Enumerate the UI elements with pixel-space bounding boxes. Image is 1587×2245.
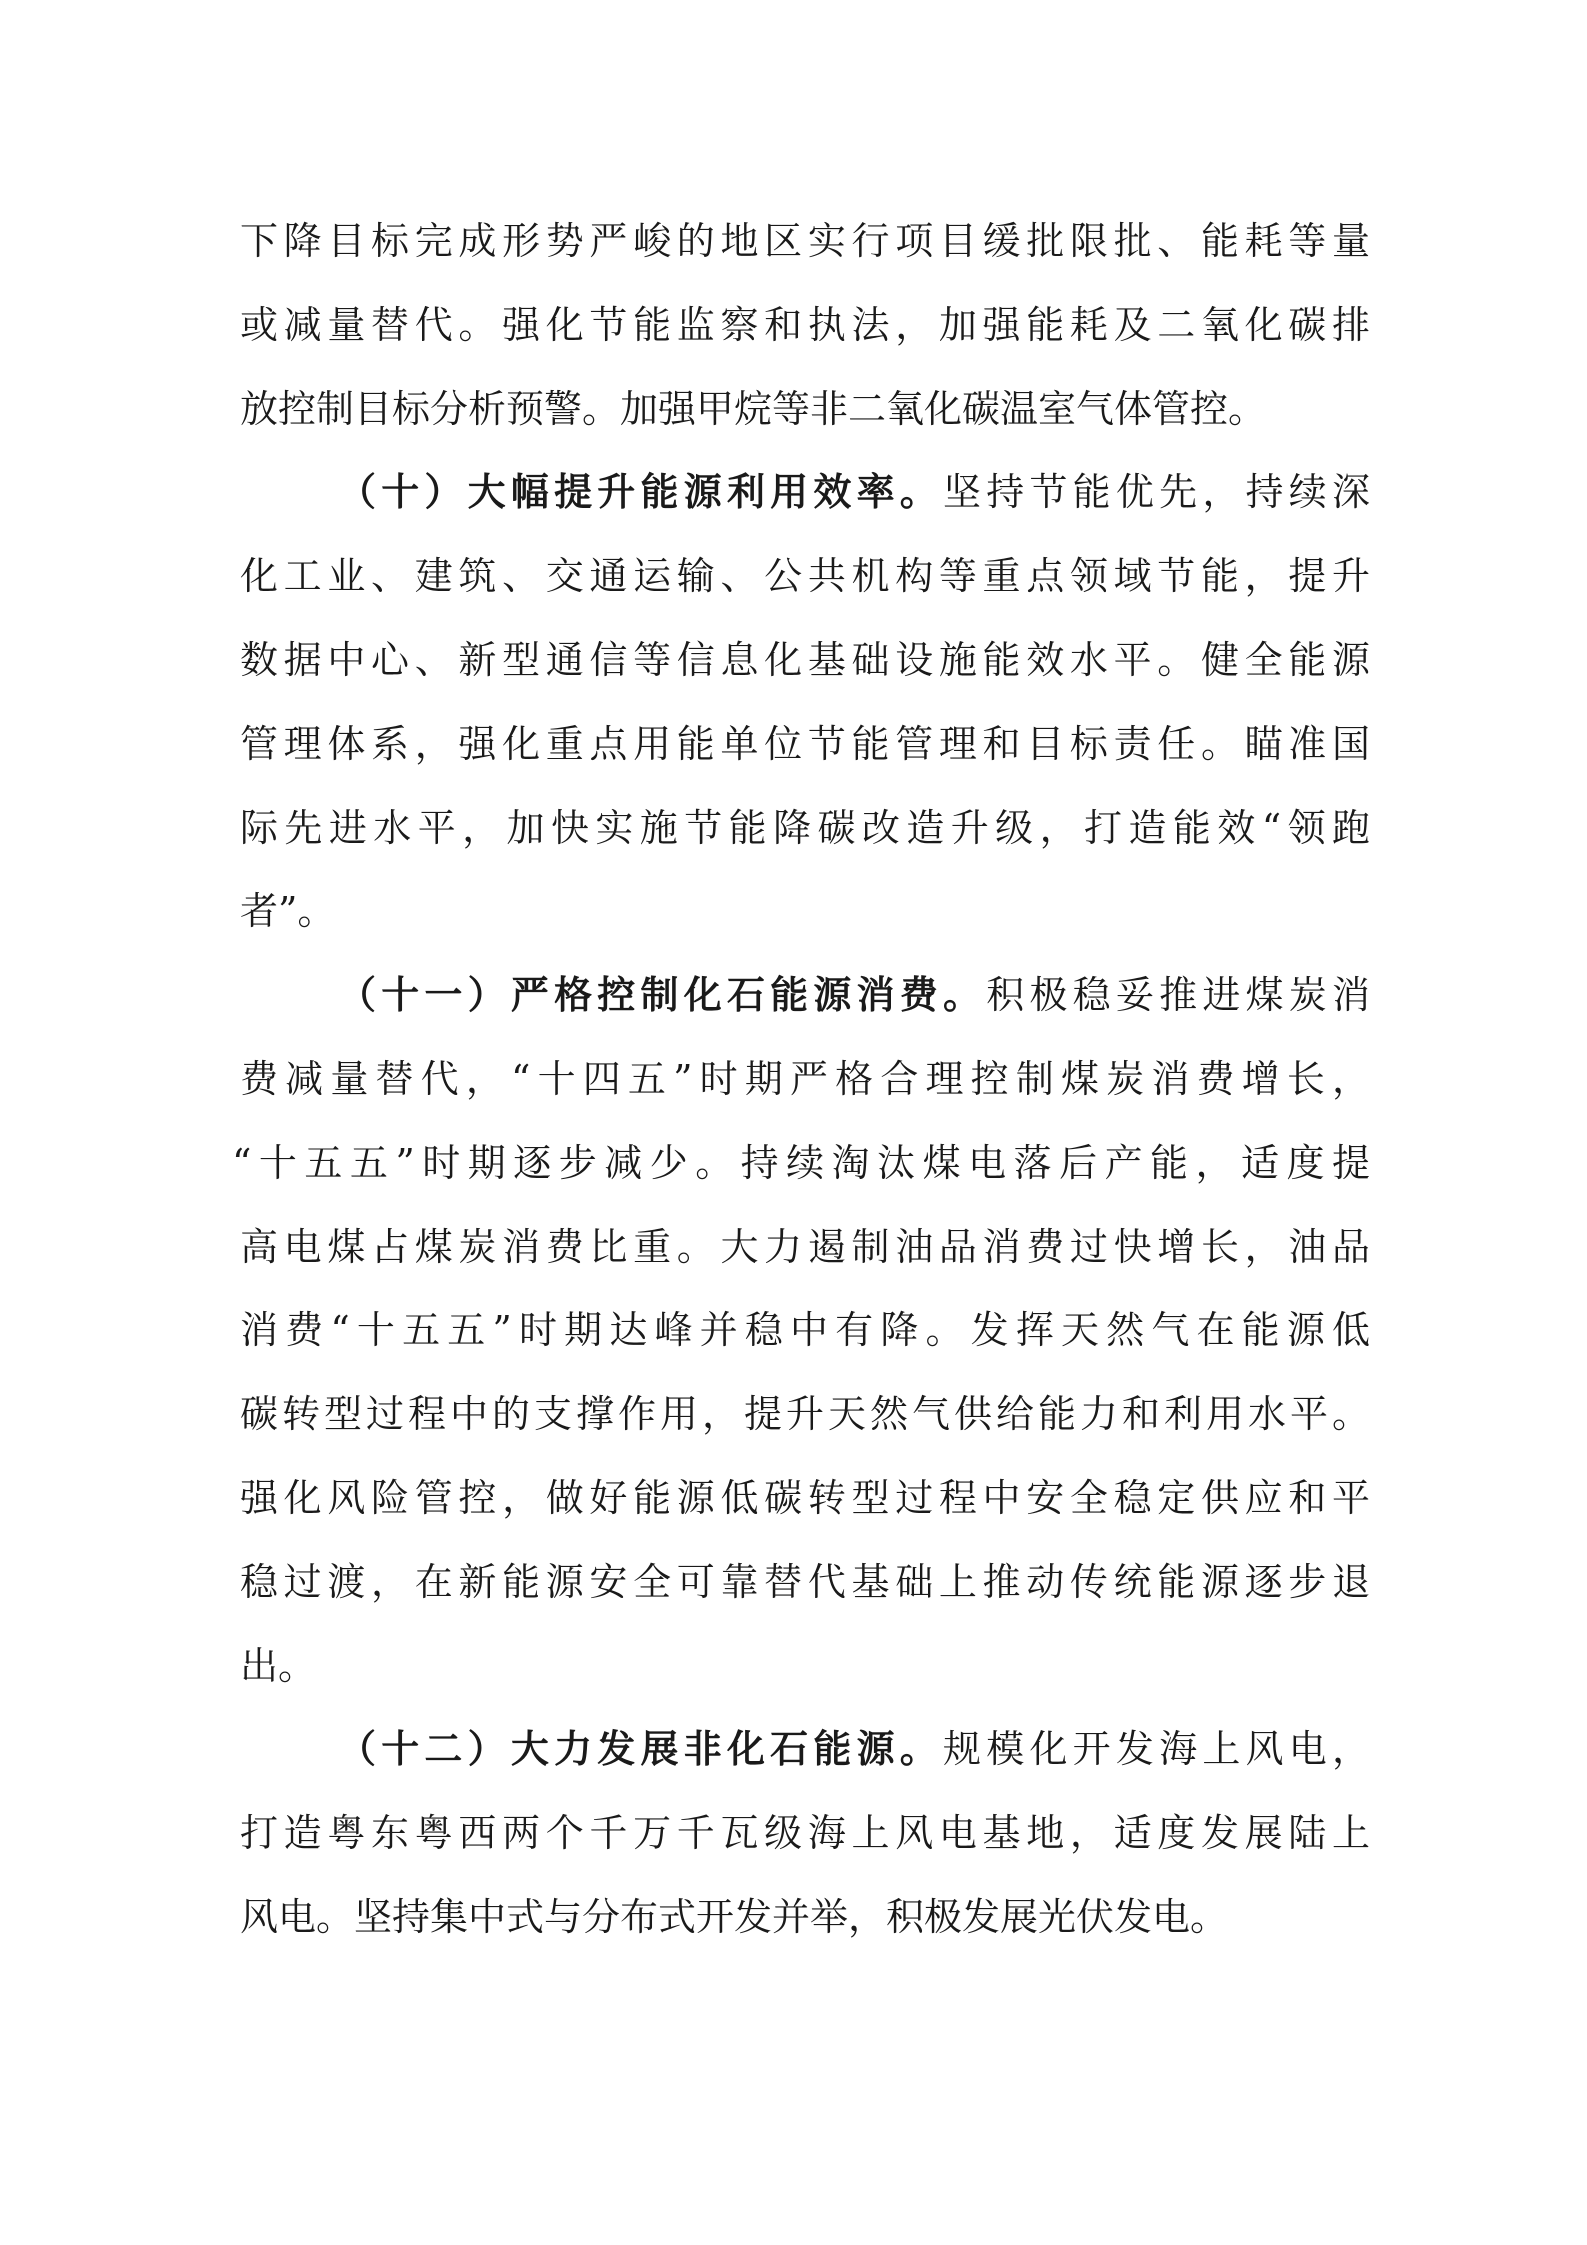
text-line: 强化风险管控，做好能源低碳转型过程中安全稳定供应和平 [240,1475,1370,1520]
text-line: 数据中心、新型通信等信息化基础设施能效水平。健全能源 [240,637,1370,682]
paragraph-continued [240,200,1370,451]
text-line: 消费“十五五”时期达峰并稳中有降。发挥天然气在能源低 [240,1308,1370,1353]
text-line: 出。 [240,1643,317,1688]
document-body [232,200,1370,1960]
section-11-first-line-text: 积极稳妥推进煤炭消 [986,973,1370,1018]
text-line: 管理体系，强化重点用能单位节能管理和目标责任。瞄准国 [240,721,1370,766]
text-line: 打造粤东粤西两个千万千瓦级海上风电基地，适度发展陆上 [240,1811,1370,1856]
text-line: 高电煤占煤炭消费比重。大力遏制油品消费过快增长，油品 [240,1224,1370,1269]
text-line: 碳转型过程中的支撑作用，提升天然气供给能力和利用水平。 [240,1392,1370,1437]
section-10-first-line [240,451,1370,535]
section-11-paragraph [232,954,1370,1708]
section-12-paragraph [240,1708,1370,1959]
text-line: 下降目标完成形势严峻的地区实行项目缓批限批、能耗等量 [240,219,1370,263]
text-line: 放控制目标分析预警。加强甲烷等非二氧化碳温室气体管控。 [240,386,1267,431]
text-line: 稳过渡，在新能源安全可靠替代基础上推动传统能源逐步退 [240,1559,1370,1604]
text-line: 风电。坚持集中式与分布式开发并举，积极发展光伏发电。 [240,1894,1229,1939]
section-12-heading: （十二）大力发展非化石能源。 [338,1727,944,1772]
section-12-first-line [240,1708,1370,1792]
section-11-first-line [240,954,1370,1038]
text-line: “十五五”时期逐步减少。持续淘汰煤电落后产能，适度提 [232,1140,1370,1185]
text-line: 费减量替代，“十四五”时期严格合理控制煤炭消费增长， [240,1056,1370,1101]
section-10-first-line-text: 坚持节能优先，持续深 [943,470,1370,515]
text-line: 或减量替代。强化节能监察和执法，加强能耗及二氧化碳排 [240,302,1370,347]
section-10-paragraph [240,451,1370,954]
text-line: 者”。 [240,889,336,934]
text-line: 化工业、建筑、交通运输、公共机构等重点领域节能，提升 [240,554,1370,599]
text-line: 际先进水平，加快实施节能降碳改造升级，打造能效“领跑 [240,805,1370,850]
section-11-heading: （十一）严格控制化石能源消费。 [338,973,987,1018]
section-12-first-line-text: 规模化开发海上风电， [943,1727,1370,1772]
section-10-heading: （十）大幅提升能源利用效率。 [338,470,944,515]
